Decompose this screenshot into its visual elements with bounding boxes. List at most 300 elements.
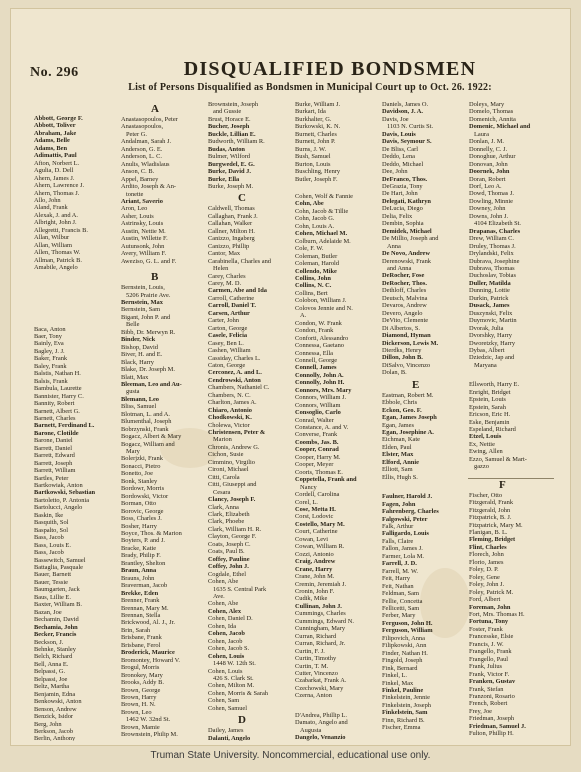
- bondsman-entry: Farmer, Lola M.: [382, 552, 424, 560]
- bondsman-entry: Brownstein, Joseph: [208, 101, 259, 108]
- bondsman-entry: Carsen, Arthur: [208, 309, 250, 317]
- bondsman-entry: Baumgarten, Jack: [34, 586, 80, 594]
- bondsman-entry: Davidson, J. A.: [382, 108, 424, 116]
- bondsman-entry: Flint, Charles: [469, 543, 507, 551]
- bondsman-entry: Allan, Wilbur: [34, 234, 70, 242]
- bondsman-entry: Cohen, Abe: [208, 600, 239, 608]
- bondsman-entry: Battaglia, Pasquale: [34, 564, 83, 572]
- bondsman-entry: Dierdks, Henry: [382, 346, 422, 354]
- bondsman-entry: Finkelstein, Joseph: [382, 701, 431, 709]
- bondsman-entry: Charlton, James A.: [208, 399, 257, 407]
- bondsman-entry: Mary: [126, 448, 140, 456]
- column-divider: [468, 478, 554, 479]
- bondsman-entry: Devaros, Andrew: [382, 302, 427, 310]
- bondsman-entry: 1448 W. 12th St.: [213, 660, 256, 668]
- bondsman-entry: Damato, Angelo and: [295, 719, 348, 727]
- bondsman-entry: Barrett, William: [34, 467, 76, 475]
- bondsman-entry: Bartles, Peter: [34, 474, 69, 482]
- bondsman-entry: De Bliss, Carl: [382, 145, 419, 153]
- bondsman-entry: Connessa, Gaetano: [295, 342, 344, 350]
- bondsman-entry: Cowan, William R.: [295, 543, 345, 551]
- bondsman-entry: Canizzo, Phillip: [208, 242, 250, 250]
- bondsman-entry: Delegati, Kathryn: [382, 197, 431, 205]
- bondsman-entry: Clancy, Joseph F.: [208, 496, 256, 504]
- bondsman-entry: Czechowski, Mary: [295, 684, 344, 692]
- bondsman-entry: Baley, Frank: [34, 362, 67, 370]
- bondsman-entry: Astrinsky, Louis: [121, 220, 164, 228]
- bondsman-entry: Black, Harry: [121, 358, 155, 366]
- bondsman-entry: Colovos Jennie and N.: [295, 304, 353, 312]
- bondsman-entry: Nancy: [300, 483, 317, 491]
- bondsman-entry: Adams, Belle: [34, 137, 70, 145]
- bondsman-entry: Andalman, Sarah J.: [121, 138, 172, 146]
- section-letter-f: F: [499, 478, 506, 491]
- bondsman-entry: Duymovic, Martin: [469, 317, 517, 325]
- bondsman-entry: Burke, Joseph M.: [208, 182, 254, 190]
- bondsman-entry: Blake, Dr. Joseph M.: [121, 366, 175, 374]
- bondsman-entry: Cohen, Ida: [208, 622, 237, 630]
- bondsman-entry: Epstein, Louis: [469, 396, 506, 404]
- bondsman-entry: Fahrenberg, Charles: [382, 508, 439, 516]
- bondsman-entry: Chodkowski, K.: [208, 414, 252, 422]
- bondsman-entry: Ezzo, Samuel & Mart-: [469, 455, 527, 463]
- bondsman-entry: Cendrowski, Anton: [208, 376, 261, 384]
- bondsman-entry: Druley, Thomas J.: [469, 242, 516, 250]
- bondsman-entry: Dubrava, Thomas: [469, 264, 515, 272]
- bondsman-entry: Bannity, Robert: [34, 400, 75, 408]
- bondsman-entry: Collins, N. C.: [295, 282, 332, 290]
- bondsman-entry: Ericson, Eric H.: [469, 411, 511, 419]
- bondsman-entry: Frey, Joe: [469, 707, 493, 715]
- bondsman-entry: Doornek, John: [469, 168, 510, 176]
- bondsman-entry: Drylandski, Felix: [469, 250, 514, 258]
- bondsman-entry: Connell, George: [295, 356, 338, 364]
- bondsman-entry: Carmen, Abe and Ida: [208, 287, 267, 295]
- bondsman-entry: A.: [300, 312, 307, 320]
- bondsman-entry: Coats, Joseph C.: [208, 540, 251, 548]
- bondsman-entry: Devero, Angelo: [382, 309, 423, 317]
- bondsman-entry: Foster, Frank: [469, 625, 503, 633]
- bondsman-entry: Cunningham, Mary: [295, 625, 346, 633]
- section-letter-e: E: [412, 378, 420, 391]
- bondsman-entry: Bazan, Joe: [34, 608, 62, 616]
- bondsman-entry: Cordell, Carolina: [295, 491, 340, 499]
- name-list: [34, 115, 121, 272]
- bondsman-entry: Aland, Frank: [34, 204, 68, 212]
- bondsman-entry: Barnett, Albert G.: [34, 407, 80, 415]
- bondsman-entry: Bass, Jacob: [34, 534, 64, 542]
- bondsman-entry: Eske, Benjamin: [469, 418, 510, 426]
- bondsman-entry: Cronin, John F.: [295, 588, 335, 595]
- bondsman-entry: Fitzgerald, John: [469, 506, 511, 514]
- bondsman-entry: Bass, Jacob: [34, 549, 64, 557]
- bondsman-entry: Cohen, Jacob: [208, 630, 245, 638]
- bondsman-entry: Brennan, Mary M.: [121, 604, 169, 612]
- bondsman-entry: Dangelo, Venanzio: [295, 734, 346, 741]
- bondsman-entry: Bauer, Tessie: [34, 578, 68, 586]
- bondsman-entry: Finkel, Pauline: [382, 686, 424, 694]
- bondsman-entry: Falgowski, Peter: [382, 515, 428, 523]
- bondsman-entry: Abbott, George F.: [34, 115, 83, 122]
- bondsman-entry: 1103 N. Curtis St.: [387, 123, 434, 131]
- bondsman-entry: Craig, Andrew: [295, 558, 336, 566]
- bondsman-entry: Brown, Mamie: [121, 723, 160, 731]
- bondsman-entry: Barone, Clotilde: [34, 429, 79, 437]
- bondsman-entry: Bulmer, Wilford: [208, 153, 250, 161]
- bondsman-entry: Doleys, Mary: [469, 101, 505, 108]
- bondsman-entry: Anna: [387, 242, 401, 250]
- bondsman-entry: Burnett, Charles: [295, 130, 337, 138]
- bondsman-entry: Bonetto, Joe: [121, 470, 153, 478]
- bondsman-entry: Bauer, Barnett: [34, 571, 72, 579]
- bondsman-entry: Caldwell, Thomas: [208, 205, 255, 213]
- bondsman-entry: Duszynski, Felix: [469, 309, 513, 317]
- bondsman-entry: Baer, Tony: [34, 332, 62, 340]
- bondsman-entry: Cohen, Louis: [208, 667, 243, 675]
- bondsman-entry: Anderson, L. C.: [121, 153, 163, 161]
- bondsman-entry: Autunsonk, John: [121, 242, 165, 250]
- bondsman-entry: Burke, Ella: [208, 175, 240, 183]
- bondsman-entry: Durkin, Patrick: [469, 294, 509, 302]
- bondsman-entry: Brantley, Shelton: [121, 559, 166, 567]
- bondsman-entry: Cowan, Levi: [295, 535, 329, 543]
- bondsman-entry: Burke, William J.: [295, 101, 341, 108]
- bondsman-entry: Blotman, L. and A.: [121, 410, 170, 418]
- bondsman-entry: Cichon, Susie: [208, 451, 244, 459]
- bondsman-entry: Cashen, William: [208, 347, 251, 355]
- bondsman-entry: Cooper, Meyer: [295, 461, 334, 469]
- bondsman-entry: Di Albertos, S.: [382, 324, 420, 332]
- bondsman-entry: Broderick, Maurice: [121, 649, 175, 657]
- bondsman-entry: Baus, Lillie E.: [34, 593, 71, 601]
- bondsman-entry: Crane, John M.: [295, 573, 335, 581]
- bondsman-entry: Budworth, William R.: [208, 138, 265, 146]
- bondsman-entry: Diamond, Hyman: [382, 332, 431, 340]
- bondsman-entry: Costello, Mary M.: [295, 520, 345, 528]
- bondsman-entry: Marion: [213, 436, 232, 444]
- bondsman-entry: Egan, James: [382, 421, 414, 429]
- bondsman-entry: Donoghue, Arthur: [469, 153, 516, 161]
- bondsman-entry: Crane, Harry: [295, 565, 333, 573]
- bondsman-entry: Brenner, Frank: [121, 597, 160, 605]
- bondsman-entry: Friedman, Samuel J.: [469, 722, 526, 730]
- bondsman-entry: Ewing, Allen: [469, 448, 503, 456]
- bondsman-entry: DeFranco, Thos.: [382, 175, 428, 183]
- bondsman-entry: Dolan, B.: [382, 369, 407, 377]
- bondsman-entry: Domenic, Michael and: [469, 123, 531, 131]
- bondsman-entry: De Hart, John: [382, 190, 418, 198]
- bondsman-entry: Burton, Louis: [295, 160, 331, 168]
- bondsman-entry: Bass, Louis E.: [34, 541, 71, 549]
- bondsman-entry: Duchoslav, Tobias: [469, 272, 516, 280]
- section-letter-d: D: [238, 714, 246, 727]
- bondsman-entry: Davis, Louis: [382, 130, 416, 138]
- bondsman-entry: Allen, Thomas W.: [34, 249, 81, 257]
- bondsman-entry: Farrell, J. D.: [382, 560, 417, 568]
- bondsman-entry: Bannister, Harry C.: [34, 392, 84, 400]
- bondsman-entry: Behnke, Stanley: [34, 646, 76, 653]
- bondsman-entry: Elster, Max: [382, 451, 414, 459]
- bondsman-entry: Frangello, Frank: [469, 648, 512, 656]
- bondsman-entry: Avery, William F.: [121, 250, 167, 258]
- bondsman-entry: Burkhalter, G.: [295, 115, 332, 123]
- bondsman-entry: Cohn, Jacob & Tillie: [295, 207, 349, 215]
- bondsman-entry: Ferguson, William: [382, 627, 433, 635]
- bondsman-entry: Demidek, Michael: [382, 227, 432, 235]
- bondsman-entry: Bogacz, Albert & Mary: [121, 433, 182, 441]
- bondsman-entry: Anulis, Wladislaus: [121, 160, 170, 168]
- bondsman-entry: Coombs, Jas. B.: [295, 438, 339, 446]
- bondsman-entry: Balsis, Frank: [34, 377, 68, 385]
- bondsman-entry: Cohen, Sam: [208, 697, 240, 705]
- bondsman-entry: Fleming, Bridget: [469, 536, 516, 544]
- bondsman-entry: Colobon, William J.: [295, 297, 347, 305]
- bondsman-entry: Finkel, L.: [382, 672, 408, 680]
- bondsman-entry: Becker, Francis: [34, 631, 77, 639]
- bondsman-entry: Brogul, Morris: [121, 664, 160, 672]
- bondsman-entry: Borovic, George: [121, 507, 164, 515]
- bondsman-entry: Elden, Paul: [382, 443, 412, 451]
- bondsman-entry: Converse, Frank: [295, 431, 338, 439]
- bondsman-entry: Domelo, Thomas: [469, 108, 514, 116]
- bondsman-entry: Fulton, Phillip H.: [469, 730, 514, 738]
- bondsman-entry: Dickerson, Lewis M.: [382, 339, 439, 347]
- bondsman-entry: Fink, Bernard: [382, 664, 418, 672]
- bondsman-entry: Maryana: [474, 361, 497, 369]
- bondsman-entry: Dubrava, Josephine: [469, 257, 520, 265]
- bondsman-entry: Cholewa, Victor: [208, 421, 250, 429]
- bondsman-entry: Berkson, Jacob: [34, 727, 74, 735]
- bondsman-entry: Feit, Nathan: [382, 582, 414, 590]
- bondsman-entry: Brickwood, Al. J., Jr.: [121, 619, 175, 627]
- bondsman-entry: DiSalvo, Vincenzo: [382, 361, 431, 369]
- bondsman-entry: Flanigan, B. L.: [469, 529, 508, 537]
- bondsman-entry: Frank, Julius: [469, 663, 503, 671]
- bondsman-entry: Curtin, F. J.: [295, 647, 325, 655]
- name-list: [469, 381, 556, 470]
- bondsman-entry: Dusack, James: [469, 302, 510, 310]
- bondsman-entry: Cogdale, Ethel: [208, 570, 246, 578]
- bondsman-entry: Bromontey, Howard V.: [121, 656, 180, 664]
- bondsman-entry: Francesske, Elsie: [469, 633, 514, 641]
- bondsman-entry: Dvorak, Julia: [469, 324, 504, 332]
- bondsman-entry: Albright, John J.: [34, 219, 77, 227]
- bondsman-entry: Brisbane, Frank: [121, 634, 162, 642]
- bondsman-entry: Falk, Arthur: [382, 523, 414, 531]
- bondsman-entry: Doran, Robert: [469, 175, 506, 183]
- bondsman-entry: Bolerjzki, Frank: [121, 455, 163, 463]
- name-list: [121, 116, 208, 265]
- section-letter-c: C: [238, 192, 246, 205]
- bondsman-entry: Barone, Daniel: [34, 437, 73, 445]
- bondsman-entry: Daniels, James O.: [382, 101, 429, 108]
- bondsman-entry: Fellie, Concetta: [382, 597, 423, 605]
- bondsman-entry: gusta: [126, 388, 140, 396]
- bondsman-entry: Bliss, Samuel: [121, 403, 157, 411]
- bondsman-entry: Chronis, Andrew G.: [208, 443, 260, 451]
- bondsman-entry: Cohn, Abe: [295, 200, 324, 208]
- bondsman-entry: Bleeman, Leo and Au-: [121, 380, 182, 388]
- issue-number: No. 296: [30, 65, 79, 80]
- bondsman-entry: Clayton, George F.: [208, 533, 257, 541]
- name-list: [121, 284, 208, 739]
- column-3: [208, 101, 295, 741]
- bondsman-entry: Franken, Gustav: [469, 678, 516, 686]
- bondsman-entry: Fallon, James J.: [382, 545, 423, 553]
- bondsman-entry: Allan, William: [34, 241, 72, 249]
- bondsman-entry: Burns, J. W.: [295, 145, 327, 153]
- bondsman-entry: Ave.: [213, 593, 225, 600]
- bondsman-entry: Bishop, David: [121, 343, 158, 351]
- bondsman-entry: Anastasopoulos,: [121, 123, 164, 131]
- bondsman-entry: Dybas, Albert: [469, 346, 505, 354]
- bondsman-entry: Filipkowski, Ann: [382, 642, 427, 650]
- bondsman-entry: Beltz, Martha: [34, 683, 70, 691]
- bondsman-entry: Fischer, Otto: [469, 491, 503, 499]
- bondsman-entry: Foley, Patrick M.: [469, 588, 514, 596]
- name-list: [34, 326, 121, 741]
- bondsman-entry: Anson, C. B.: [121, 168, 155, 176]
- bondsman-entry: Fischer, Emma: [382, 724, 421, 732]
- bondsman-entry: Berlin, Anthony: [34, 735, 76, 741]
- bondsman-entry: Allo, John: [34, 196, 61, 204]
- bondsman-entry: Collins, John: [295, 274, 331, 282]
- bondsman-entry: French, Robert: [469, 700, 508, 708]
- bondsman-entry: Connors, Mrs. Mary: [295, 386, 352, 394]
- bondsman-entry: Finkelstein, Sam: [382, 709, 428, 717]
- bondsman-entry: Donlan, J. M.: [469, 138, 504, 146]
- bondsman-entry: Foley, Gene: [469, 573, 500, 581]
- bondsman-entry: Barnett, Ferdinand L.: [34, 422, 95, 430]
- bondsman-entry: Bernstein, Sam: [121, 306, 161, 314]
- bondsman-entry: Bainly, Eva: [34, 340, 64, 348]
- bondsman-entry: Clark, Elizabeth: [208, 511, 250, 519]
- name-list: [295, 101, 382, 183]
- bondsman-entry: Citti, Giuseppi and: [208, 481, 257, 489]
- bondsman-entry: Franzoni, Rosario: [469, 692, 515, 700]
- bondsman-entry: Buckle, Lillian E.: [208, 130, 256, 138]
- bondsman-entry: Dillon, John B.: [382, 354, 423, 362]
- bondsman-entry: Bonacci, Pietro: [121, 462, 161, 470]
- bondsman-entry: Burnett, John P.: [295, 138, 336, 146]
- bondsman-entry: Beckson, J.: [34, 638, 64, 646]
- bondsman-entry: Czabarkat, Frank A.: [295, 677, 347, 685]
- bondsman-entry: Barrett, Edward: [34, 452, 75, 460]
- bondsman-entry: Cohen, Daniel D.: [208, 615, 253, 623]
- column-2: [121, 101, 208, 741]
- bondsman-entry: Casele, Felicia: [208, 332, 248, 340]
- bondsman-entry: DeLucia, Diego: [382, 205, 423, 213]
- name-list: [208, 101, 295, 190]
- bondsman-entry: Fortuna, Tony: [469, 618, 509, 626]
- bondsman-entry: Anderson, G. E.: [121, 145, 163, 153]
- bondsman-entry: Baxter, William B.: [34, 601, 83, 609]
- bondsman-entry: Cummings, Charles: [295, 610, 346, 618]
- bondsman-entry: Burgwedel, E. G.: [208, 160, 255, 168]
- bondsman-entry: Brennan, Stella: [121, 612, 161, 619]
- bondsman-entry: Delia, Felix: [382, 212, 413, 220]
- bondsman-entry: Friedman, Joseph: [469, 715, 515, 723]
- name-list: [382, 101, 469, 377]
- bondsman-entry: Domenich, Annita: [469, 115, 516, 123]
- bondsman-entry: Ellis, Hugh S.: [382, 473, 418, 481]
- bondsman-entry: Clark, William H. R.: [208, 525, 262, 533]
- bondsman-entry: Ford, Albert: [469, 596, 501, 604]
- spacer: [34, 101, 121, 115]
- bondsman-entry: Amabile, Angelo: [34, 264, 78, 272]
- bondsman-entry: Bordowr, Morris: [121, 485, 165, 493]
- bondsman-entry: Donnelly, C. J.: [469, 145, 508, 153]
- bondsman-entry: Carroll, Catherine: [208, 294, 255, 302]
- bondsman-entry: Connors, William J.: [295, 394, 347, 402]
- bondsman-entry: Bibb, Dr. Merwyn R.: [121, 328, 176, 336]
- bondsman-entry: Filipovich, Anna: [382, 634, 425, 642]
- bondsman-entry: Binder, Nick: [121, 336, 156, 344]
- bondsman-entry: Carabinella, Charles and: [208, 257, 271, 265]
- bondsman-entry: Chambers, Nathaniel C.: [208, 384, 270, 392]
- bondsman-entry: Brown, George: [121, 686, 161, 694]
- name-list: [295, 193, 382, 700]
- bondsman-entry: Belpassi, G.: [34, 668, 66, 676]
- bondsman-entry: Bambula, Laurette: [34, 385, 82, 393]
- bondsman-entry: Falls, Claire: [382, 537, 414, 545]
- bondsman-entry: Fort, Mrs. Thomas H.: [469, 611, 525, 618]
- bondsman-entry: Boyters, P. and J.: [121, 537, 166, 545]
- bondsman-entry: Bogacz, William and: [121, 440, 175, 448]
- bondsman-entry: Condon, Frank: [295, 327, 334, 335]
- bondsman-entry: Collendo, Mike: [295, 267, 337, 275]
- bondsman-entry: Brady, Philip F.: [121, 552, 161, 560]
- bondsman-entry: Bechamin, David: [34, 616, 79, 624]
- bondsman-entry: Bernstein, Louis,: [121, 284, 165, 292]
- bondsman-entry: Citti, Carola: [208, 473, 240, 481]
- bondsman-entry: Chambers, N. C.: [208, 391, 251, 399]
- bondsman-entry: and Anna: [387, 264, 412, 272]
- bondsman-entry: Burkart, Ida: [295, 108, 326, 116]
- bondsman-entry: Adams, Ben: [34, 144, 68, 152]
- bondsman-entry: Dworetzky, Harry: [469, 339, 516, 347]
- bondsman-entry: Downey, John: [469, 205, 506, 213]
- bondsman-entry: Cullinan, John J.: [295, 602, 342, 610]
- bondsman-entry: Curran, Richard, Jr.: [295, 640, 346, 648]
- bondsman-entry: Benkowski, Anton: [34, 698, 82, 706]
- bondsman-entry: tonette: [126, 190, 144, 198]
- bondsman-entry: Allegretti, Francis B.: [34, 226, 88, 234]
- bondsman-entry: Finkel, Max: [382, 679, 414, 687]
- bondsman-entry: Cironi, Michael: [208, 466, 249, 474]
- bondsman-entry: Elliott, Sam: [382, 466, 413, 474]
- bondsman-entry: Dowd, Thomas J.: [469, 190, 514, 198]
- bondsman-entry: Foley, John J.: [469, 581, 505, 589]
- bondsman-entry: Egan, Josephine A.: [382, 429, 434, 437]
- bondsman-entry: Coleman, Harold: [295, 260, 340, 268]
- bondsman-entry: Dvorshky, Harry: [469, 332, 512, 340]
- bondsman-entry: Cohen, Abe: [208, 578, 239, 586]
- bondsman-entry: Drapanas, Charles: [469, 227, 521, 235]
- bondsman-entry: Etzel, Louis: [469, 433, 502, 441]
- bondsman-entry: Dailey, James: [208, 727, 244, 735]
- bondsman-entry: Bracke, Katie: [121, 544, 157, 552]
- bondsman-entry: DeRocher, Fose: [382, 272, 425, 280]
- bondsman-entry: Elford, Annie: [382, 458, 419, 466]
- bondsman-entry: Afton, Norbert L.: [34, 159, 80, 167]
- bondsman-entry: Blemann, Leo: [121, 395, 159, 403]
- bondsman-entry: Feldman, Sam: [382, 590, 419, 598]
- bondsman-entry: DeRocher, Thos.: [382, 279, 427, 287]
- bondsman-entry: 4104 Elizabeth St.: [474, 220, 522, 228]
- bondsman-entry: Aron, Leo: [121, 205, 148, 213]
- bondsman-entry: Brown, H. N.: [121, 701, 156, 709]
